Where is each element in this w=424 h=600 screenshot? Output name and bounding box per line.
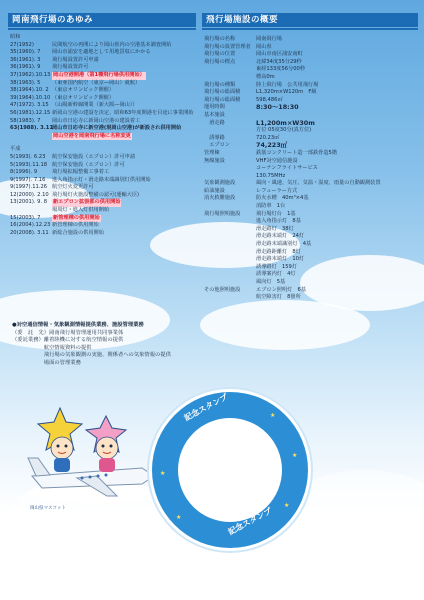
history-event: 新管理棟の供用開始 xyxy=(53,214,100,221)
facility-label xyxy=(204,279,256,287)
history-event: 場周灯・進入灯供用開始 xyxy=(52,207,110,214)
history-date: 35(1960). 7 xyxy=(10,49,41,56)
facility-header: 飛行場施設の概要 xyxy=(202,13,418,27)
history-row xyxy=(10,162,202,170)
facility-label: 飛行場の位置 xyxy=(204,51,236,58)
history-date: 5(1993).11.18 xyxy=(10,161,48,168)
commemorative-stamp xyxy=(152,392,308,548)
facility-label: 飛行場の標点 xyxy=(204,58,236,65)
stamp-label-top: 記念スタンプ xyxy=(182,392,230,423)
history-date: 5(1993). 6.23 xyxy=(10,153,46,160)
facility-value: 標高0m xyxy=(256,73,275,80)
history-event: 新エプロン拡張部の供用開始 xyxy=(53,199,121,206)
history-date: 8(1996). 9 xyxy=(10,169,38,176)
facility-value: 進入角指示灯 8基 xyxy=(256,218,301,225)
service-line: 飛行場の気象観測の実施、関係者への気象情報の提供 xyxy=(12,352,171,359)
facility-label: 飛行場の総面積 xyxy=(204,96,241,103)
history-row xyxy=(10,118,202,126)
history-date: 12(2000). 2.10 xyxy=(10,191,49,198)
history-row xyxy=(10,57,202,65)
facility-label: その他照明施設 xyxy=(204,286,241,293)
history-column xyxy=(10,34,202,237)
service-line: （委 託 先）岡南飛行場管理運用共同事業体 xyxy=(12,329,124,336)
history-event: （東亜国内航空（東京―岡山）就航） xyxy=(52,79,141,86)
facility-label: 基本施設 xyxy=(204,111,225,118)
history-row xyxy=(10,87,202,95)
history-date: 20(2008). 3.11 xyxy=(10,229,49,236)
facility-column xyxy=(204,36,418,302)
history-date: 9(1997).11.26 xyxy=(10,184,48,191)
era-showa: 昭和 xyxy=(10,34,21,40)
service-line: 場面の管理業務 xyxy=(12,359,81,366)
facility-value: 74,223㎡ xyxy=(256,141,288,150)
service-line: 航空情報資料の提供 xyxy=(12,344,92,351)
facility-row xyxy=(204,241,418,249)
facility-row xyxy=(204,249,418,257)
history-event: 岡山市日応寺に新岡山空港の建設着工 xyxy=(52,117,141,124)
history-date: 63(1988). 3.11 xyxy=(10,125,53,132)
history-date: 15(2003). 7 xyxy=(10,214,41,221)
facility-value: 岡南飛行場 xyxy=(256,36,282,42)
facility-row xyxy=(204,59,418,67)
star-icon: ★ xyxy=(176,514,182,521)
facility-label: 給油施設 xyxy=(204,187,225,194)
history-row xyxy=(10,215,202,223)
history-event: 新総合施設の供用開始 xyxy=(52,229,104,236)
facility-row xyxy=(204,264,418,272)
facility-label xyxy=(204,127,256,135)
facility-label xyxy=(204,241,256,249)
facility-value: 720.23㎡ xyxy=(256,134,280,141)
facility-label xyxy=(204,66,256,74)
facility-value: 滑走路末端識別灯 4基 xyxy=(256,241,312,248)
facility-label xyxy=(204,249,256,257)
facility-value: レフューラー方式 xyxy=(256,187,298,194)
facility-value: 航空障害灯 8箇所 xyxy=(256,294,301,301)
facility-row xyxy=(204,195,418,203)
facility-label: エプロン xyxy=(204,142,230,149)
history-event: 岡山空港を岡南飛行場に名称変更 xyxy=(53,132,131,139)
facility-value: 方位 05度30分(真方位) xyxy=(256,127,312,134)
history-event: 航空保安施設（エプロン）許可 xyxy=(52,161,125,168)
history-date: 39(1964).10.10 xyxy=(10,94,51,101)
facility-value: VHF対空通信施設 xyxy=(256,157,298,164)
facility-row xyxy=(204,104,418,112)
facility-row xyxy=(204,97,418,105)
history-date: 37(1962).10.13 xyxy=(10,71,51,78)
facility-value: 北緯34度35分29秒 xyxy=(256,58,302,65)
facility-row xyxy=(204,203,418,211)
facility-value: 飛行場灯台 1基 xyxy=(256,210,296,217)
facility-row xyxy=(204,226,418,234)
facility-label: 飛行場の種類 xyxy=(204,81,236,88)
history-row xyxy=(10,184,202,192)
facility-label: 飛行場の名称 xyxy=(204,36,236,42)
history-event: 岡山市日応寺に新空港(現岡山空港)が新設され供用開始 xyxy=(52,125,182,132)
facility-row xyxy=(204,211,418,219)
history-event: 飛行場設置許可申請 xyxy=(52,56,99,63)
star-icon: ★ xyxy=(284,502,290,509)
history-date: 38(1963). 5 xyxy=(10,79,41,86)
facility-label xyxy=(204,165,256,173)
history-event: 民間航空の再開により岡山県内の空港基本調査開始 xyxy=(52,41,172,48)
history-row xyxy=(10,49,202,57)
history-date: 58(1983). 7 xyxy=(10,117,41,124)
facility-label: 飛行場の総面積 xyxy=(204,89,241,96)
history-date: 47(1972). 3.15 xyxy=(10,102,49,109)
history-date xyxy=(10,207,52,215)
history-event: （山陽新幹線開業（新大阪―岡山）） xyxy=(52,102,138,109)
history-row xyxy=(10,177,202,185)
history-date: 36(1961). 9 xyxy=(10,64,41,71)
facility-value: 岡山市南区浦安南町 xyxy=(256,51,303,58)
facility-value: 598,486㎡ xyxy=(256,96,283,103)
cloud xyxy=(200,300,370,350)
facility-value: 8:30～18:30 xyxy=(256,103,299,112)
facility-label: 気象観測施設 xyxy=(204,180,236,187)
facility-value: 滑走路灯 38灯 xyxy=(256,225,294,232)
history-date: 36(1961). 3 xyxy=(10,56,41,63)
history-date: 27(1952) xyxy=(10,41,34,48)
facility-row xyxy=(204,256,418,264)
facility-value: 130.75MHz xyxy=(256,172,286,179)
facility-value: 東経133度56分00秒 xyxy=(256,66,306,73)
facility-row xyxy=(204,165,418,173)
history-header: 岡南飛行場のあゆみ xyxy=(8,13,196,27)
history-row xyxy=(10,199,202,207)
history-event: 新岡山空港の建設を決定、昭和63年度開港を目途に事業開始 xyxy=(52,109,194,116)
history-date: 38(1964).10. 2 xyxy=(10,87,49,94)
facility-label xyxy=(204,203,256,211)
history-row xyxy=(10,222,202,230)
facility-value: 誘導路灯 159灯 xyxy=(256,263,298,270)
facility-value: 陸上飛行場 公共用飛行場 xyxy=(256,81,319,88)
mascot-illustration xyxy=(22,398,162,508)
facility-value: 岡山県 xyxy=(256,43,272,50)
facility-value: エプロン照明灯 6基 xyxy=(256,286,306,293)
facility-row xyxy=(204,89,418,97)
facility-value: 消防車 1台 xyxy=(256,203,286,210)
facility-label xyxy=(204,271,256,279)
history-row xyxy=(10,125,202,133)
facility-value: 誘導案内灯 4灯 xyxy=(256,271,296,278)
facility-value: 防火水槽 40m³×4基 xyxy=(256,195,309,202)
history-row xyxy=(10,64,202,72)
history-date: 16(2004).12.23 xyxy=(10,222,51,229)
facility-row xyxy=(204,150,418,158)
facility-label: 飛行場照明施設 xyxy=(204,210,241,217)
facility-row xyxy=(204,127,418,135)
facility-row xyxy=(204,271,418,279)
history-event: （東京オリンピック開催） xyxy=(52,87,115,94)
facility-value: 滑走路末端灯 24灯 xyxy=(256,233,305,240)
history-date: 56(1981).12.15 xyxy=(10,109,51,116)
facility-row xyxy=(204,180,418,188)
facility-row xyxy=(204,142,418,150)
facility-row xyxy=(204,66,418,74)
services-heading: ●対空通信情報・気象観測情報提供業務、施設管理業務 xyxy=(12,322,144,328)
history-date: 13(2001). 9. 8 xyxy=(10,199,48,206)
history-date xyxy=(10,133,52,141)
history-event: 飛行場拡幅整備工事着工 xyxy=(52,169,110,176)
cloud xyxy=(290,470,424,540)
facility-value: 滑走路末端灯 10灯 xyxy=(256,256,305,263)
facility-label: 無線施設 xyxy=(204,157,225,164)
facility-label: 消火救難施設 xyxy=(204,195,236,202)
facility-label xyxy=(204,264,256,272)
facility-row xyxy=(204,218,418,226)
history-row xyxy=(10,110,202,118)
facility-label xyxy=(204,233,256,241)
history-row xyxy=(10,230,202,238)
facility-label: 滑走路 xyxy=(204,119,225,126)
star-icon: ★ xyxy=(292,452,298,459)
facility-value: L1,320m×W120m F級 xyxy=(256,89,317,96)
facility-row xyxy=(204,51,418,59)
facility-value: 滑走路距離灯 8灯 xyxy=(256,248,301,255)
facility-row xyxy=(204,135,418,143)
history-event: 新管理棟の供用開始 xyxy=(52,222,99,229)
service-line: （委託業務）離着陸機に対する航空情報の提供 xyxy=(12,337,124,344)
services-block xyxy=(12,322,171,368)
facility-label xyxy=(204,256,256,264)
history-row xyxy=(10,133,202,141)
facility-label: 飛行場の設置管理者 xyxy=(204,43,251,50)
facility-label xyxy=(204,226,256,234)
history-event: 岡山空港開港（第1種飛行場供用開始） xyxy=(53,71,145,78)
facility-label xyxy=(204,218,256,226)
history-row xyxy=(10,72,202,80)
facility-row xyxy=(204,287,418,295)
facility-label xyxy=(204,294,256,302)
star-icon: ★ xyxy=(160,470,166,477)
mascot-caption: 岡山県マスコット xyxy=(30,506,66,511)
facility-value: L1,200m×W30m xyxy=(256,118,315,127)
facility-row xyxy=(204,36,418,44)
era-heisei: 平成 xyxy=(10,146,21,153)
history-event: 航空灯火変更許可 xyxy=(52,184,94,191)
facility-value: 風向灯 5基 xyxy=(256,279,286,285)
facility-row xyxy=(204,158,418,166)
history-row xyxy=(10,154,202,162)
facility-row xyxy=(204,279,418,287)
history-row xyxy=(10,169,202,177)
facility-value: 鉄筋コンクリート造一部鉄骨造5階 xyxy=(256,149,338,156)
history-event: （東京オリンピック開催） xyxy=(52,94,115,101)
facility-label: 管理棟 xyxy=(204,149,220,156)
facility-row xyxy=(204,294,418,302)
facility-label xyxy=(204,74,256,82)
facility-row xyxy=(204,188,418,196)
facility-value: コーナンフライトサービス xyxy=(256,165,318,172)
facility-row xyxy=(204,120,418,128)
history-date: 9(1997). 7.16 xyxy=(10,176,46,183)
history-event: 岡山市浦安を適地として用地買収にかかる xyxy=(52,49,151,56)
star-icon: ★ xyxy=(270,412,276,419)
history-row xyxy=(10,102,202,110)
history-event: 飛行場設置許可 xyxy=(52,64,89,71)
history-row xyxy=(10,207,202,215)
facility-label: 運用時間 xyxy=(204,104,225,111)
facility-row xyxy=(204,233,418,241)
history-event: 航空保安施設（エプロン）許可申請 xyxy=(52,153,136,160)
facility-value: 風向・風速、気圧、気温・湿度、雨量の自動観測装置 xyxy=(256,180,381,187)
stamp-label-bottom: 記念スタンプ xyxy=(226,506,274,537)
facility-row xyxy=(204,44,418,52)
facility-row xyxy=(204,74,418,82)
history-event: 飛行場灯火施設整備の認可(運輸大臣) xyxy=(52,191,140,198)
history-event: 進入角指示灯・滑走路末端識別灯供用開始 xyxy=(52,176,151,183)
facility-label: 誘導路 xyxy=(204,134,225,141)
